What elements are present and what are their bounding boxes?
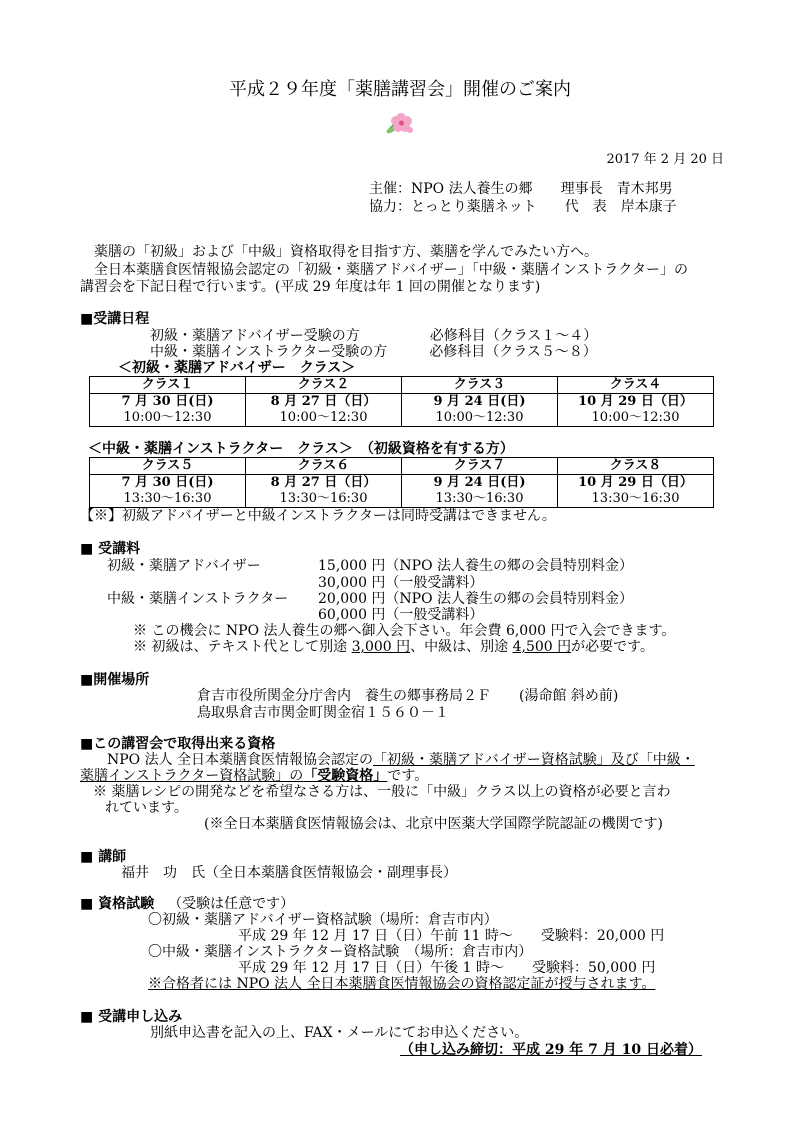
exam-adviser-title: 〇初級・薬膳アドバイザー資格試験（場所：倉吉市内） [148, 912, 498, 928]
qualification-text: NPO 法人 全日本薬膳食医情報協会認定の [107, 752, 374, 768]
class-date: 8 月 27 日（日） [246, 394, 402, 411]
intermediate-schedule-table [89, 457, 714, 508]
exam-instructor-title: 〇中級・薬膳インストラクター資格試験 （場所：倉吉市内） [148, 944, 533, 960]
instructor-name: 福井 功 氏（全日本薬膳食医情報協会・副理事長） [121, 865, 457, 881]
application-line: 別紙申込書を記入の上、FAX・メールにてお申込ください。 [150, 1025, 529, 1041]
class-name: クラス２ [246, 377, 402, 394]
class-time: 13:30～16:30 [402, 491, 558, 508]
schedule-note: 【※】初級アドバイザーと中級インストラクターは同時受講はできません。 [80, 508, 556, 524]
class-name: クラス５ [90, 458, 246, 475]
fee-instructor-general: 60,000 円（一般受講料） [318, 607, 484, 623]
qualification-exam-names: 薬膳インストラクター資格試験」の [80, 768, 304, 784]
fee-adviser-label: 初級・薬膳アドバイザー [107, 558, 261, 574]
instructor-heading: ■ 講師 [80, 849, 127, 865]
class-name: クラス４ [558, 377, 714, 394]
class-name: クラス３ [402, 377, 558, 394]
class-date: 10 月 29 日（日） [558, 475, 714, 492]
fee-instructor-member: 20,000 円（NPO 法人養生の郷の会員特別料金） [318, 591, 634, 607]
class-name: クラス７ [402, 458, 558, 475]
venue-line-2: 鳥取県倉吉市関金町関金宿１５６０－１ [197, 705, 449, 721]
page-title: 平成２９年度「薬膳講習会」開催のご案内 [229, 79, 571, 100]
beginner-class-title: ＜初級・薬膳アドバイザー クラス＞ [118, 360, 356, 376]
qualification-exam-eligibility: 「受験資格」 [303, 768, 388, 784]
table-row [90, 475, 714, 492]
class-date: 10 月 29 日（日） [558, 394, 714, 411]
fees-heading: ■ 受講料 [80, 541, 141, 557]
class-time: 13:30～16:30 [558, 491, 714, 508]
class-name: クラス１ [90, 377, 246, 394]
organizer-host: 主催：NPO 法人養生の郷 理事長 青木邦男 [369, 181, 673, 197]
fee-textbook-beginner: 3,000 円 [351, 639, 411, 655]
table-row [90, 410, 714, 427]
organizer-cooperation: 協力：とっとり薬膳ネット 代 表 岸本康子 [369, 199, 677, 215]
exam-adviser-detail: 平成 29 年 12 月 17 日（日）午前 11 時～ 受験料：20,000 円 [238, 928, 665, 944]
fee-adviser-member: 15,000 円（NPO 法人養生の郷の会員特別料金） [318, 558, 634, 574]
intermediate-class-title: ＜中級・薬膳インストラクター クラス＞ （初級資格を有する方） [88, 441, 514, 457]
class-time: 13:30～16:30 [90, 491, 246, 508]
fee-instructor-label: 中級・薬膳インストラクター [107, 591, 289, 607]
table-row [90, 394, 714, 411]
fee-adviser-general: 30,000 円（一般受講料） [318, 575, 484, 591]
fee-note-text: が必要です。 [571, 639, 655, 655]
fee-note-text: ※ 初級は、テキスト代として別途 [133, 639, 352, 655]
schedule-line-1: 初級・薬膳アドバイザー受験の方 必修科目（クラス１～４） [150, 328, 598, 344]
application-deadline: （申し込み締切：平成 29 年 7 月 10 日必着） [400, 1042, 702, 1058]
exam-heading-note: （受験は任意です） [168, 896, 295, 912]
fee-note-membership: ※ この機会に NPO 法人養生の郷へ御入会下さい。年会費 6,000 円で入会できます。 [133, 623, 676, 639]
table-row [90, 458, 714, 475]
qualification-text: です。 [387, 768, 429, 784]
class-date: 9 月 24 日(日) [402, 475, 558, 492]
venue-line-1: 倉吉市役所関金分庁舎内 養生の郷事務局２Ｆ (湯命館 斜め前) [197, 688, 619, 704]
class-date: 9 月 24 日(日) [402, 394, 558, 411]
exam-instructor-detail: 平成 29 年 12 月 17 日（日）午後 1 時～ 受験料：50,000 円 [238, 960, 656, 976]
schedule-heading: ■受講日程 [80, 311, 150, 327]
qualification-line-5: (※全日本薬膳食医情報協会は、北京中医薬大学国際学院認証の機関です) [204, 816, 663, 832]
class-name: クラス８ [558, 458, 714, 475]
qualification-heading: ■この講習会で取得出来る資格 [80, 736, 276, 752]
intro-line-1: 薬膳の「初級」および「中級」資格取得を目指す方、薬膳を学んでみたい方へ。 [94, 244, 598, 260]
table-row [90, 377, 714, 394]
fee-note-textbook [133, 638, 654, 656]
exam-note: ※合格者には NPO 法人 全日本薬膳食医情報協会の資格認定証が授与されます。 [148, 976, 656, 992]
class-time: 10:00～12:30 [90, 410, 246, 427]
qualification-exam-names: 「初級・薬膳アドバイザー資格試験」及び「中級・ [373, 752, 695, 768]
beginner-schedule-table [89, 376, 714, 427]
class-time: 10:00～12:30 [246, 410, 402, 427]
qualification-line-4: れています。 [105, 800, 188, 816]
flower-icon [383, 110, 417, 138]
document-date: 2017 年 2 月 20 日 [606, 152, 724, 167]
class-name: クラス６ [246, 458, 402, 475]
venue-heading: ■開催場所 [80, 672, 150, 688]
qualification-line-3: ※ 薬膳レシピの開発などを希望なさる方は、一般に「中級」クラス以上の資格が必要と言わ [93, 784, 671, 800]
schedule-line-2: 中級・薬膳インストラクター受験の方 必修科目（クラス５～８） [150, 344, 597, 360]
intro-line-2: 全日本薬膳食医情報協会認定の「初級・薬膳アドバイザー」「中級・薬膳インストラクター」の [94, 262, 689, 278]
fee-note-text: 、中級は、別途 [410, 639, 513, 655]
fee-textbook-intermediate: 4,500 円 [512, 639, 572, 655]
table-row [90, 491, 714, 508]
class-date: 7 月 30 日(日) [90, 394, 246, 411]
class-time: 10:00～12:30 [558, 410, 714, 427]
class-time: 13:30～16:30 [246, 491, 402, 508]
class-date: 7 月 30 日(日) [90, 475, 246, 492]
exam-heading: ■ 資格試験 [80, 896, 155, 912]
class-time: 10:00～12:30 [402, 410, 558, 427]
class-date: 8 月 27 日（日） [246, 475, 402, 492]
intro-line-3: 講習会を下記日程で行います。(平成 29 年度は年 1 回の開催となります) [80, 279, 541, 295]
application-heading: ■ 受講申し込み [80, 1009, 183, 1025]
